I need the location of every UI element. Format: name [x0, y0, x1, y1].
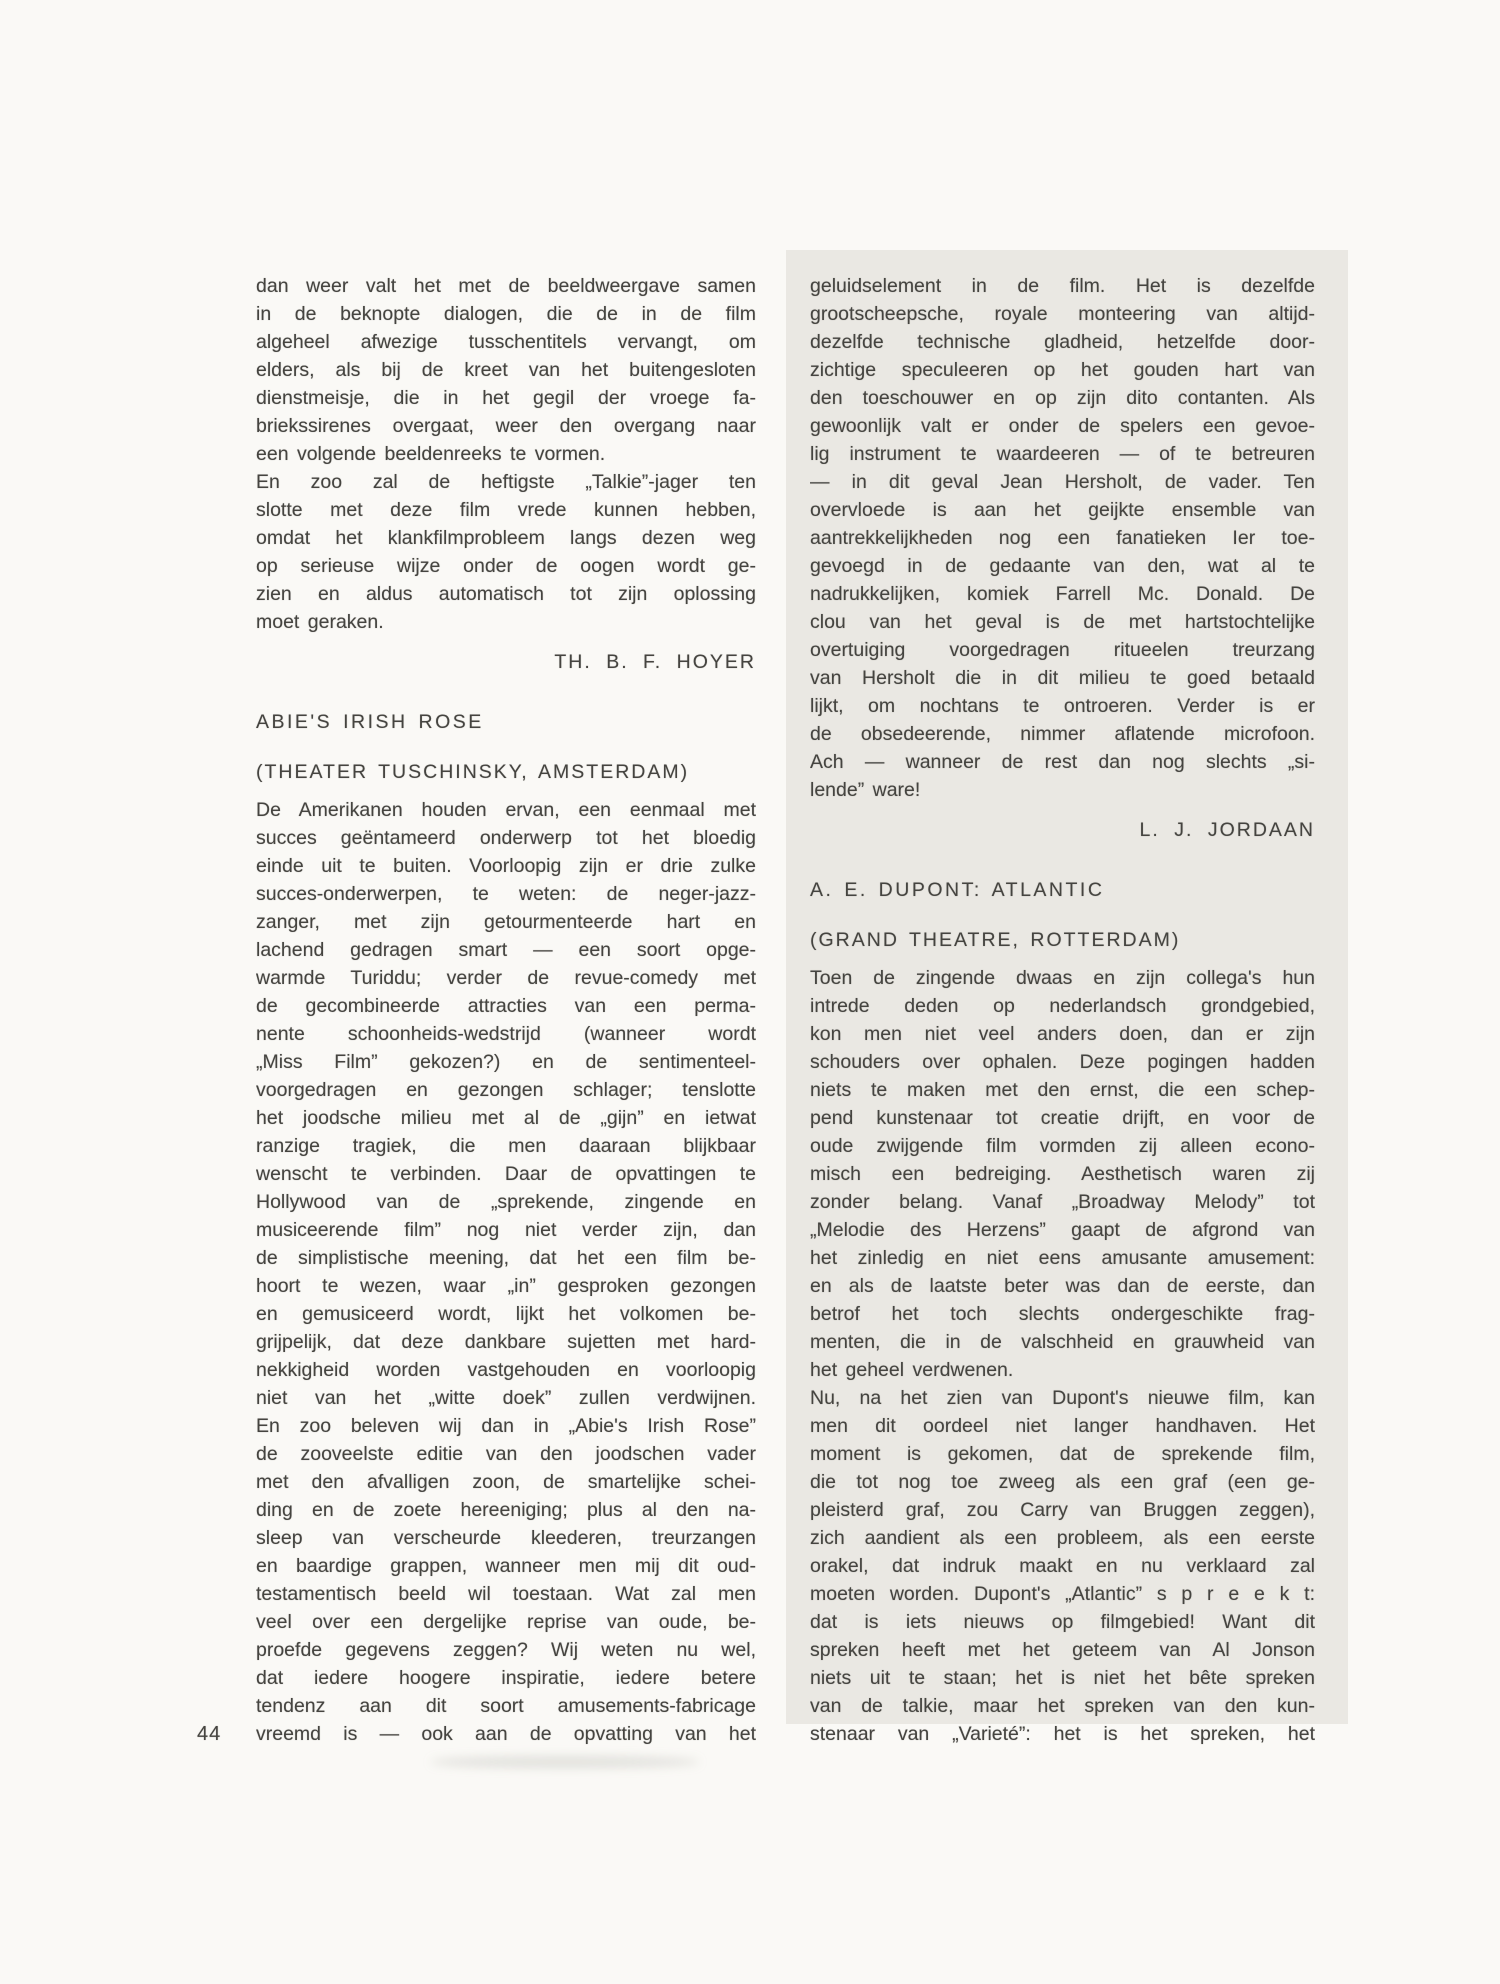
text-line: warmde Turiddu; verder de revue-comedy met	[256, 967, 756, 989]
text-line: menten, die in de valschheid en grauwheid van	[810, 1331, 1315, 1353]
text-line: testamentisch beeld wil toestaan. Wat zal men	[256, 1583, 756, 1605]
text-line: tendenz aan dit soort amusements-fabricage	[256, 1695, 756, 1717]
text-line: slotte met deze film vrede kunnen hebben,	[256, 499, 756, 521]
text-line: een volgende beeldenreeks te vormen.	[256, 443, 606, 465]
venue-subheading: (GRAND THEATRE, ROTTERDAM)	[810, 929, 1181, 951]
text-line: nente schoonheids-wedstrijd (wanneer wordt	[256, 1023, 756, 1045]
text-line: ding en de zoete hereeniging; plus al den na-	[256, 1499, 756, 1521]
text-line: en als de laatste beter was dan de eerste, dan	[810, 1275, 1315, 1297]
scan-smudge	[430, 1756, 700, 1768]
text-line: geluidselement in de film. Het is dezelfde	[810, 275, 1315, 297]
text-line: Ach — wanneer de rest dan nog slechts „si-	[810, 751, 1315, 773]
text-line: betrof het toch slechts ondergeschikte frag-	[810, 1303, 1315, 1325]
text-line: wenscht te verbinden. Daar de opvattingen te	[256, 1163, 756, 1185]
text-line: En zoo zal de heftigste „Talkie”-jager ten	[256, 471, 756, 493]
text-line: gevoegd in de gedaante van den, wat al te	[810, 555, 1315, 577]
text-line: grootscheepsche, royale monteering van altijd-	[810, 303, 1315, 325]
text-line: moeten worden. Dupont's „Atlantic” s p r e e k t:	[810, 1583, 1315, 1605]
text-line: grijpelijk, dat deze dankbare sujetten met hard-	[256, 1331, 756, 1353]
text-line: elders, als bij de kreet van het buitengesloten	[256, 359, 756, 381]
text-line: aantrekkelijkheden nog een fanatieken Ier toe-	[810, 527, 1315, 549]
text-line: pleisterd graf, zou Carry van Bruggen zeggen),	[810, 1499, 1315, 1521]
text-line: Toen de zingende dwaas en zijn collega's hun	[810, 967, 1315, 989]
text-line: spreken heeft met het geteem van Al Jonson	[810, 1639, 1315, 1661]
text-line: overvloede is aan het geijkte ensemble van	[810, 499, 1315, 521]
text-line: lig instrument te waardeeren — of te betreuren	[810, 443, 1315, 465]
text-line: omdat het klankfilmprobleem langs dezen weg	[256, 527, 756, 549]
text-line: niet van het „witte doek” zullen verdwijnen.	[256, 1387, 756, 1409]
text-line: moet geraken.	[256, 611, 384, 633]
text-line: succes geëntameerd onderwerp tot het bloedig	[256, 827, 756, 849]
paragraph	[256, 272, 756, 636]
text-line: kon men niet veel anders doen, dan er zijn	[810, 1023, 1315, 1045]
text-line: einde uit te buiten. Voorloopig zijn er drie zulke	[256, 855, 756, 877]
text-line: de simplistische meening, dat het een film be-	[256, 1247, 756, 1269]
text-line: ranzige tragiek, die men daaraan blijkbaar	[256, 1135, 756, 1157]
text-line: briekssirenes overgaat, weer den overgang naar	[256, 415, 756, 437]
text-line: zich aandient als een probleem, als een eerste	[810, 1527, 1315, 1549]
text-line: de obsedeerende, nimmer aflatende microfoon.	[810, 723, 1315, 745]
paragraph	[810, 272, 1315, 804]
text-line: stenaar van „Varieté”: het is het spreken, het	[810, 1723, 1315, 1745]
paragraph	[810, 964, 1315, 1748]
text-line: dienstmeisje, die in het gegil der vroege fa-	[256, 387, 756, 409]
author-signature: TH. B. F. HOYER	[554, 651, 756, 673]
text-line: Hollywood van de „sprekende, zingende en	[256, 1191, 756, 1213]
text-line: men dit oordeel niet langer handhaven. Het	[810, 1415, 1315, 1437]
text-line: van Hersholt die in dit milieu te goed betaald	[810, 667, 1315, 689]
text-line: op serieuse wijze onder de oogen wordt ge-	[256, 555, 756, 577]
text-line: schouders over ophalen. Deze pogingen hadden	[810, 1051, 1315, 1073]
article-heading: ABIE'S IRISH ROSE	[256, 711, 484, 733]
text-line: en gemusiceerd wordt, lijkt het volkomen be-	[256, 1303, 756, 1325]
text-line: clou van het geval is de met hartstochtelijke	[810, 611, 1315, 633]
text-line: in de beknopte dialogen, die de in de film	[256, 303, 756, 325]
text-line: veel over een dergelijke reprise van oude, be-	[256, 1611, 756, 1633]
article-heading: A. E. DUPONT: ATLANTIC	[810, 879, 1105, 901]
text-line: niets uit te staan; het is niet het bête spreken	[810, 1667, 1315, 1689]
text-line: succes-onderwerpen, te weten: de neger-jazz-	[256, 883, 756, 905]
text-line: de gecombineerde attracties van een perma-	[256, 995, 756, 1017]
text-line: „Melodie des Herzens” gaapt de afgrond van	[810, 1219, 1315, 1241]
text-line: nadrukkelijken, komiek Farrell Mc. Donald. De	[810, 583, 1315, 605]
text-line: intrede deden op nederlandsch grondgebied,	[810, 995, 1315, 1017]
right-column	[810, 272, 1315, 1748]
text-line: en baardige grappen, wanneer men mij dit oud-	[256, 1555, 756, 1577]
text-line: pend kunstenaar tot creatie drijft, en voor de	[810, 1107, 1315, 1129]
text-line: vreemd is — ook aan de opvatting van het	[256, 1723, 756, 1745]
text-line: lijkt, om nochtans te ontroeren. Verder is er	[810, 695, 1315, 717]
text-line: dat iedere hoogere inspiratie, iedere betere	[256, 1667, 756, 1689]
text-line: zanger, met zijn getourmenteerde hart en	[256, 911, 756, 933]
text-line: misch een bedreiging. Aesthetisch waren zij	[810, 1163, 1315, 1185]
text-line: nekkigheid worden vastgehouden en voorloopig	[256, 1359, 756, 1381]
text-line: de zooveelste editie van den joodschen vader	[256, 1443, 756, 1465]
text-line: sleep van verscheurde kleederen, treurzangen	[256, 1527, 756, 1549]
left-column	[256, 272, 756, 1748]
page-number: 44	[197, 1723, 222, 1745]
text-line: algeheel afwezige tusschentitels vervangt, om	[256, 331, 756, 353]
text-line: het joodsche milieu met al de „gijn” en ietwat	[256, 1107, 756, 1129]
text-line: dan weer valt het met de beeldweergave samen	[256, 275, 756, 297]
text-line: zonder belang. Vanaf „Broadway Melody” tot	[810, 1191, 1315, 1213]
text-line: — in dit geval Jean Hersholt, de vader. Ten	[810, 471, 1315, 493]
text-line: niets te maken met den ernst, die een schep-	[810, 1079, 1315, 1101]
text-line: lachend gedragen smart — een soort opge-	[256, 939, 756, 961]
text-line: die tot nog toe zweeg als een graf (een ge-	[810, 1471, 1315, 1493]
text-line: met den afvalligen zoon, de smartelijke schei-	[256, 1471, 756, 1493]
text-line: het geheel verdwenen.	[810, 1359, 1014, 1381]
text-line: voorgedragen en gezongen schlager; tenslotte	[256, 1079, 756, 1101]
text-line: proefde gegevens zeggen? Wij weten nu wel,	[256, 1639, 756, 1661]
venue-subheading: (THEATER TUSCHINSKY, AMSTERDAM)	[256, 761, 690, 783]
text-line: oude zwijgende film vormden zij alleen econo-	[810, 1135, 1315, 1157]
text-line: zien en aldus automatisch tot zijn oplossing	[256, 583, 756, 605]
text-line: En zoo beleven wij dan in „Abie's Irish Rose”	[256, 1415, 756, 1437]
text-line: lende” ware!	[810, 779, 921, 801]
text-line: dat is iets nieuws op filmgebied! Want dit	[810, 1611, 1315, 1633]
text-line: den toeschouwer en op zijn dito contanten. Als	[810, 387, 1315, 409]
text-line: overtuiging voorgedragen ritueelen treurzang	[810, 639, 1315, 661]
text-line: moment is gekomen, dat de sprekende film,	[810, 1443, 1315, 1465]
text-line: „Miss Film” gekozen?) en de sentimenteel-	[256, 1051, 756, 1073]
text-line: van de talkie, maar het spreken van den kun-	[810, 1695, 1315, 1717]
paragraph	[256, 796, 756, 1748]
text-line: hoort te wezen, waar „in” gesproken gezongen	[256, 1275, 756, 1297]
text-line: het zinledig en niet eens amusante amusement:	[810, 1247, 1315, 1269]
author-signature: L. J. JORDAAN	[1139, 819, 1315, 841]
text-line: musiceerende film” nog niet verder zijn, dan	[256, 1219, 756, 1241]
text-line: De Amerikanen houden ervan, een eenmaal met	[256, 799, 756, 821]
text-line: dezelfde technische gladheid, hetzelfde door-	[810, 331, 1315, 353]
text-line: gewoonlijk valt er onder de spelers een gevoe-	[810, 415, 1315, 437]
text-line: orakel, dat indruk maakt en nu verklaard zal	[810, 1555, 1315, 1577]
text-line: zichtige speculeeren op het gouden hart van	[810, 359, 1315, 381]
text-line: Nu, na het zien van Dupont's nieuwe film, kan	[810, 1387, 1315, 1409]
